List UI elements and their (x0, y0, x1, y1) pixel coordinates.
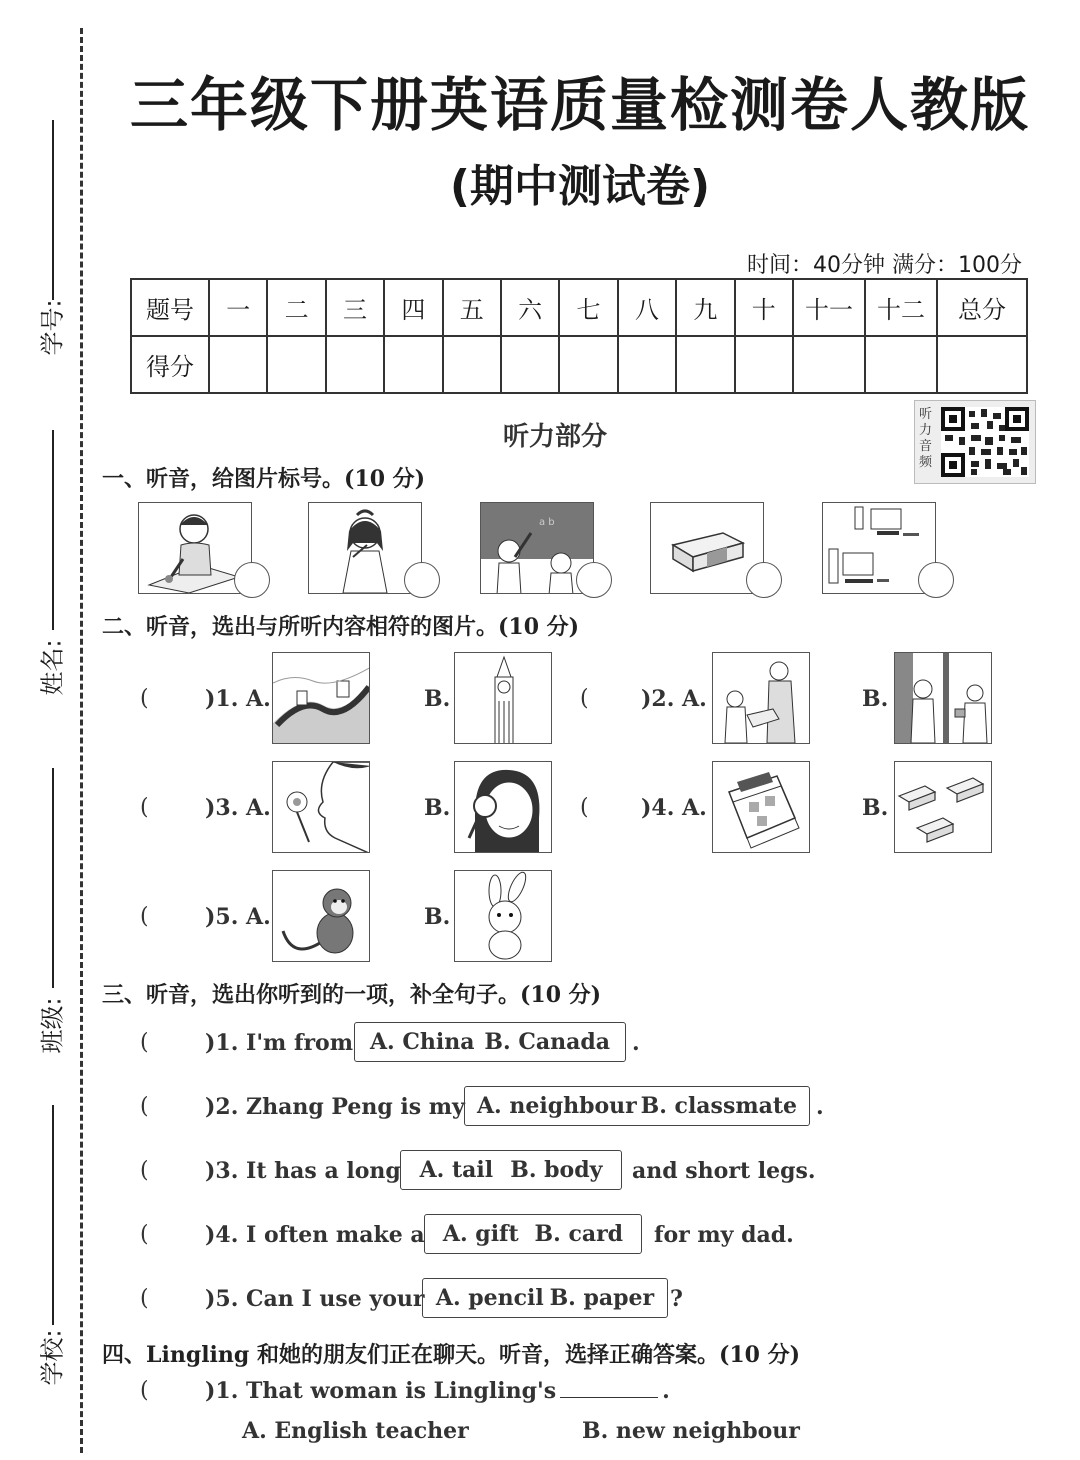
score-cell[interactable] (618, 336, 676, 393)
great-wall-icon (273, 653, 370, 744)
smelling-flower-icon (273, 762, 370, 853)
option-box[interactable] (422, 1278, 668, 1318)
option-b: B. body (510, 1157, 603, 1183)
answer-circle[interactable] (404, 562, 440, 598)
question-stem: )1. That woman is Lingling's (205, 1378, 557, 1404)
table-cell: 八 (618, 279, 676, 336)
score-cell[interactable] (937, 336, 1027, 393)
option-b: B. paper (549, 1285, 655, 1311)
table-cell: 得分 (131, 336, 209, 393)
sentence-end: . (816, 1094, 824, 1120)
sentence-stem: )1. I'm from (205, 1030, 354, 1056)
binding-dashed-line (80, 28, 83, 1453)
answer-paren[interactable]: ( (140, 1222, 149, 1247)
sentence-stem: )4. I often make a (205, 1222, 425, 1248)
table-cell: 十二 (865, 279, 937, 336)
table-cell: 三 (326, 279, 384, 336)
option-b: B. card (534, 1221, 624, 1247)
option-a: A. China (369, 1029, 475, 1055)
score-cell[interactable] (326, 336, 384, 393)
answer-paren[interactable]: ( (140, 1286, 149, 1311)
score-cell[interactable] (559, 336, 617, 393)
option-a: A. pencil (435, 1285, 544, 1311)
books-icon (713, 762, 810, 853)
listening-part-title: 听力部分 (502, 422, 607, 452)
question-end: . (662, 1378, 670, 1404)
answer-paren[interactable]: ( (140, 795, 149, 820)
erasers-icon (895, 762, 992, 853)
option-b-label: B. (862, 686, 889, 712)
option-b[interactable]: B. new neighbour (582, 1418, 800, 1444)
score-cell[interactable] (209, 336, 267, 393)
answer-paren[interactable]: ( (580, 795, 589, 820)
table-cell: 一 (209, 279, 267, 336)
option-b: B. classmate (640, 1093, 798, 1119)
table-cell: 四 (384, 279, 442, 336)
table-cell: 十 (735, 279, 793, 336)
door-gift-icon (895, 653, 992, 744)
moving-box-icon (713, 653, 810, 744)
option-box[interactable] (464, 1086, 810, 1126)
answer-circle[interactable] (746, 562, 782, 598)
girl-magnifier-icon (455, 762, 552, 853)
svg-text:a b: a b (539, 517, 555, 528)
option-box[interactable] (354, 1022, 626, 1062)
answer-circle[interactable] (918, 562, 954, 598)
student-id-line (52, 120, 54, 300)
name-line (52, 430, 54, 630)
qr-code-icon (941, 407, 1029, 477)
page-title: 三年级下册英语质量检测卷人教版 (130, 71, 1031, 139)
score-header-row (131, 279, 1027, 336)
picture-books[interactable] (712, 761, 810, 853)
student-id-label: 学号: (38, 299, 67, 356)
answer-paren[interactable]: ( (140, 686, 149, 711)
item-number: )3. A. (205, 795, 271, 821)
answer-paren[interactable]: ( (140, 1158, 149, 1183)
table-cell: 六 (501, 279, 559, 336)
score-cell[interactable] (793, 336, 865, 393)
section3-title: 三、听音，选出你听到的一项，补全句子。(10 分) (102, 982, 602, 1008)
answer-paren[interactable]: ( (140, 1378, 149, 1403)
picture-monkey[interactable] (272, 870, 370, 962)
class-line (52, 768, 54, 988)
score-cell[interactable] (865, 336, 937, 393)
table-cell: 十一 (793, 279, 865, 336)
answer-paren[interactable]: ( (140, 1094, 149, 1119)
answer-paren[interactable]: ( (140, 904, 149, 929)
name-label: 姓名: (38, 639, 67, 696)
item-number: )4. A. (641, 795, 707, 821)
table-cell: 二 (267, 279, 325, 336)
table-cell: 总分 (937, 279, 1027, 336)
answer-circle[interactable] (234, 562, 270, 598)
option-b-label: B. (424, 795, 451, 821)
picture-great-wall[interactable] (272, 652, 370, 744)
option-b-label: B. (424, 904, 451, 930)
qr-code[interactable] (914, 400, 1036, 484)
option-a: A. tail (419, 1157, 494, 1183)
score-value-row (131, 336, 1027, 393)
sentence-stem: )3. It has a long (205, 1158, 401, 1184)
score-cell[interactable] (501, 336, 559, 393)
table-cell: 七 (559, 279, 617, 336)
section4-title: 四、Lingling 和她的朋友们正在聊天。听音，选择正确答案。(10 分) (102, 1342, 801, 1368)
score-cell[interactable] (443, 336, 501, 393)
option-b-label: B. (424, 686, 451, 712)
score-cell[interactable] (384, 336, 442, 393)
option-box[interactable] (424, 1214, 642, 1254)
big-ben-icon (455, 653, 552, 744)
picture-rabbit[interactable] (454, 870, 552, 962)
picture-smelling-flower[interactable] (272, 761, 370, 853)
sentence-end: ? (670, 1286, 683, 1312)
answer-paren[interactable]: ( (140, 1030, 149, 1055)
monkey-icon (273, 871, 370, 962)
qr-label: 听力音频 (919, 407, 933, 470)
school-label: 学校: (38, 1329, 67, 1386)
answer-circle[interactable] (576, 562, 612, 598)
option-b: B. Canada (484, 1029, 610, 1055)
picture-big-ben[interactable] (454, 652, 552, 744)
picture-door-gift[interactable] (894, 652, 992, 744)
option-a: A. gift (442, 1221, 519, 1247)
picture-moving-box[interactable] (712, 652, 810, 744)
class-label: 班级: (38, 997, 67, 1054)
page-subtitle: (期中测试卷) (449, 161, 711, 212)
item-number: )2. A. (641, 686, 707, 712)
score-table (130, 278, 1028, 394)
sentence-stem: )2. Zhang Peng is my (205, 1094, 465, 1120)
sentence-end: and short legs. (632, 1158, 816, 1184)
score-cell[interactable] (735, 336, 793, 393)
table-cell: 五 (443, 279, 501, 336)
section2-title: 二、听音，选出与所听内容相符的图片。(10 分) (102, 614, 580, 640)
picture-girl-magnifier[interactable] (454, 761, 552, 853)
sentence-end: . (632, 1030, 640, 1056)
option-box[interactable] (400, 1150, 622, 1190)
item-number: )1. A. (205, 686, 271, 712)
rabbit-icon (455, 871, 552, 962)
option-a: A. neighbour (476, 1093, 637, 1119)
item-number: )5. A. (205, 904, 271, 930)
sentence-stem: )5. Can I use your (205, 1286, 425, 1312)
sentence-end: for my dad. (654, 1222, 794, 1248)
school-line (52, 1105, 54, 1325)
section1-title: 一、听音，给图片标号。(10 分) (102, 466, 426, 492)
answer-blank[interactable] (560, 1397, 658, 1398)
table-cell: 题号 (131, 279, 209, 336)
answer-paren[interactable]: ( (580, 686, 589, 711)
option-b-label: B. (862, 795, 889, 821)
exam-meta: 时间：40分钟 满分：100分 (747, 253, 1022, 278)
table-cell: 九 (676, 279, 734, 336)
score-cell[interactable] (267, 336, 325, 393)
score-cell[interactable] (676, 336, 734, 393)
picture-erasers[interactable] (894, 761, 992, 853)
option-a[interactable]: A. English teacher (242, 1418, 469, 1444)
question-text (205, 1378, 670, 1404)
